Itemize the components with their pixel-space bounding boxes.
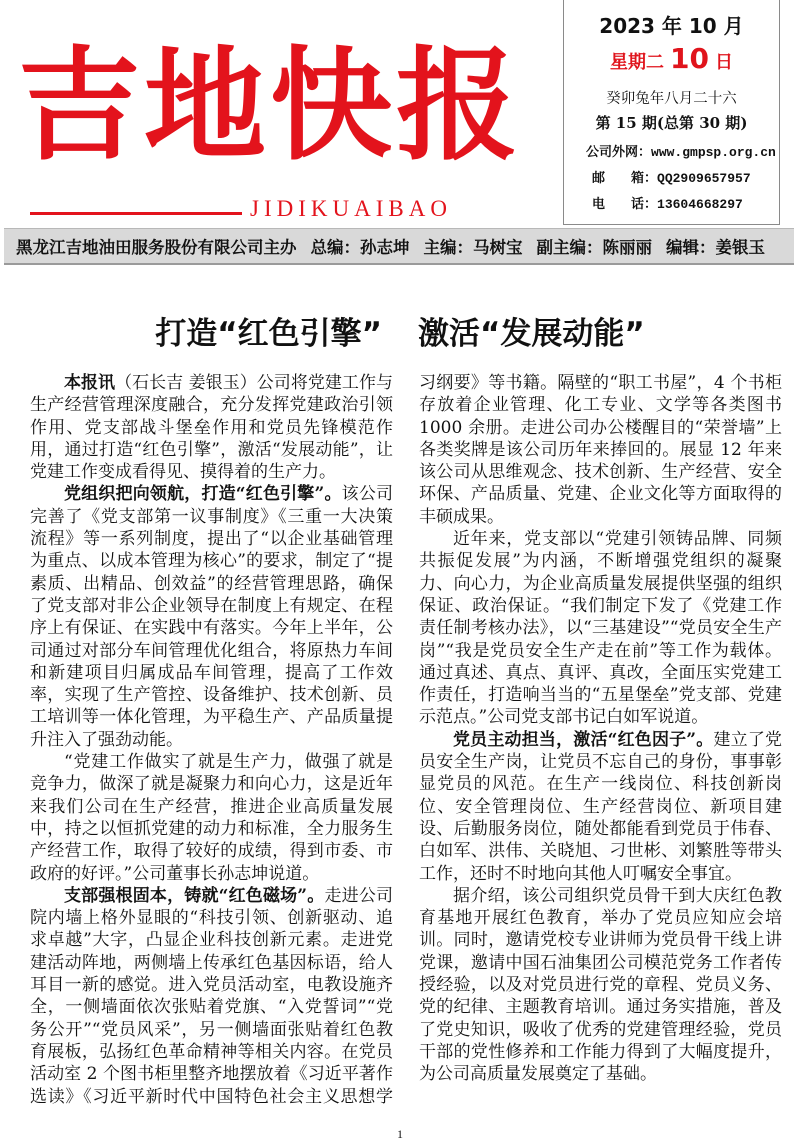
issue-date: 2023 年 10 月 [599, 14, 744, 38]
paragraph-text: 该公司完善了《党支部第一议事制度》《三重一大决策流程》等一系列制度，提出了“以企业基础管理为重点、以成本管理为核心”的要求，制定了“提素质、出精品、创效益”的经营管理思路，确保了党支部对非公企业领导在制度上有规定、在程序上有保证、在实践中有落实。今年上半年，公司通过对部分车间管理优化组合，将原热力车间和新建项目归属成品车间管理，提高了工作效率，实现了生产管控、设备维护、技术创新、员工培训等一体化管理，为平稳生产、产品质量提升注入了强劲动能。 [30, 484, 394, 750]
website-label: 公司外网： [586, 145, 652, 160]
email-label: 邮 箱： [592, 171, 658, 186]
email-value: QQ2909657957 [657, 171, 751, 186]
headline-part-a: 打造“红色引擎” [155, 316, 382, 352]
paragraph-text: 近年来，党支部以“党建引领铸品牌、同频共振促发展”为内涵，不断增强党组织的凝聚力、向心力，为企业高质量发展提供坚强的组织保证、政治保证。“我们制定下发了《党建工作责任制考核办法》，以“三基建设”“党员安全生产岗”“我是党员安全生产走在前”等工作为载体。通过真述、真点、真评、真改，全面压实党建工作责任，打造响当当的“五星堡垒”党支部、党建示范点。”公司党支部书记白如军说道。 [419, 529, 782, 728]
credits-deputy-editor: 副主编：陈丽丽 [536, 238, 652, 257]
article-paragraph [419, 885, 782, 1086]
issue-info-box [563, 0, 780, 225]
paragraph-lead: 本报讯 [64, 373, 116, 393]
article-paragraph [419, 729, 782, 885]
paragraph-lead: 党员主动担当，激活“红色因子”。 [453, 729, 714, 750]
phone-value: 13604668297 [657, 197, 743, 212]
paragraph-text: 走进公司院内墙上格外显眼的“科技引领、创新驱动、追求卓越”大字，凸显企业科技创新元素。走进党建活动阵地，两侧墙上传承红色基因标语，给人耳目一新的感觉。进入党员活动室，电教设施齐全，一侧墙面依次张贴着党旗、“入党誓词”“党务公开”“党员风采”，另一侧墙面张贴着红色教育展板，弘扬红色革命精神等相关内容。在党员活动室 2 个图书柜里整齐地摆放着《习近平著作选读》《习近平新时代中国特色社会主义思想学习纲要》等书籍。隔壁的“职工书屋”，4 个书柜存放着企业管理、化工专业、文学等各类图书 1000 余册。走进公司办公楼醒目的“荣誉墙”上各类奖牌是该公司历年来捧回的。展显 12 年来该公司从思维观念、技术创新、生产经营、安全环保、产品质量、党建、企业文化等方面取得的丰硕成果。 [30, 373, 782, 1107]
credits-editor: 编辑：姜银玉 [666, 238, 765, 257]
masthead-pinyin: JIDIKUAIBAO [250, 196, 452, 221]
paragraph-text: “党建工作做实了就是生产力，做强了就是竞争力，做深了就是凝聚力和向心力，这是近年来我们公司在生产经营，推进企业高质量发展中，持之以恒抓党建的动力和标准，全力服务生产经营工作，取得了较好的成绩，得到市委、市政府的好评。”公司董事长孙志坤说道。 [30, 752, 393, 884]
article-paragraph [419, 528, 782, 729]
paragraph-text: 据介绍，该公司组织党员骨干到大庆红色教育基地开展红色教育，举办了党员应知应会培训。同时，邀请党校专业讲师为党员骨干线上讲党课，邀请中国石油集团公司模范党务工作者传授经验，以及对党员进行党的章程、党员义务、党的纪律、主题教育培训。通过务实措施，普及了党史知识，吸收了优秀的党建管理经验，党员干部的党性修养和工作能力得到了大幅度提升，为公司高质量发展奠定了基础。 [419, 885, 782, 1085]
website-value: www.gmpsp.org.cn [651, 145, 776, 160]
article-headline [0, 308, 800, 353]
credits-organizer: 黑龙江吉地油田服务股份有限公司主办 [16, 238, 297, 257]
issue-day: 10 [670, 42, 709, 75]
email-line [592, 167, 800, 186]
paragraph-lead: 支部强根固本，铸就“红色磁场”。 [64, 885, 325, 906]
page-number: 1 [397, 1127, 403, 1141]
paragraph-text: 建立了党员安全生产岗，让党员不忘自己的身份，事事彰显党员的风范。在生产一线岗位、科技创新岗位、安全管理岗位、生产经营岗位、新项目建设、后勤服务岗位，随处都能看到党员于伟春、白如军、洪伟、关晓旭、刁世彬、刘繁胜等带头工作，还时不时地向其他人叮嘱安全事宜。 [419, 729, 782, 884]
issue-weekday: 星期二 [610, 52, 665, 73]
article-paragraph [30, 751, 393, 885]
credits-bar [4, 228, 794, 265]
website-line [586, 141, 800, 160]
issue-day-suffix: 日 [714, 52, 733, 73]
masthead-title: 吉地快报 [18, 33, 522, 177]
article-paragraph [30, 372, 393, 483]
phone-line [592, 193, 800, 212]
paragraph-text: （石长吉 姜银玉）公司将党建工作与生产经营管理深度融合，充分发挥党建政治引领作用、党支部战斗堡垒作用和党员先锋模范作用，通过打造“红色引擎”，激活“发展动能”，让党建工作变成看得见、摸得着的生产力。 [30, 373, 393, 483]
credits-chief-editor: 总编：孙志坤 [310, 238, 410, 257]
credits-editor-in-chief: 主编：马树宝 [423, 238, 523, 257]
article-body [30, 372, 782, 1108]
masthead-rule [30, 212, 242, 215]
headline-part-b: 激活“发展动能” [418, 316, 645, 352]
issue-number: 第 15 期(总第 30 期) [595, 114, 748, 132]
lunar-date: 癸卯兔年八月二十六 [606, 91, 737, 107]
paragraph-lead: 党组织把向领航，打造“红色引擎”。 [64, 484, 342, 505]
issue-weekday-line [564, 42, 779, 75]
phone-label: 电 话： [592, 197, 658, 212]
article-paragraph [30, 483, 393, 751]
